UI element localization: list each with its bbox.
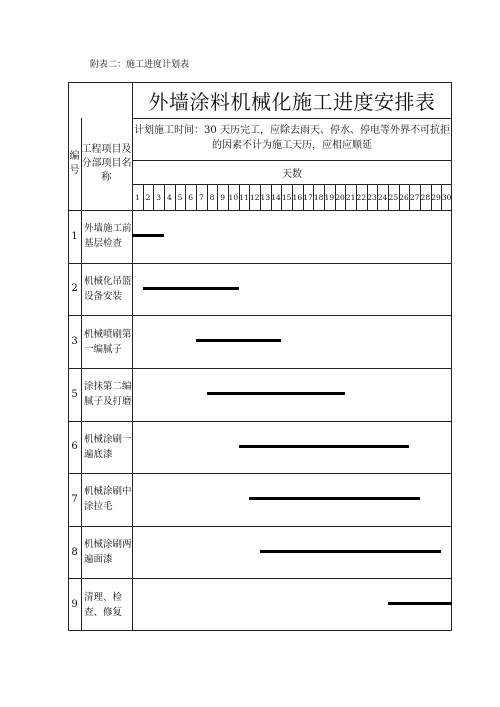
day-number: 11 xyxy=(239,192,249,202)
day-number: 14 xyxy=(271,192,281,202)
table-border-right xyxy=(451,82,452,631)
day-number: 21 xyxy=(345,192,356,202)
table-title: 外墙涂料机械化施工进度安排表 xyxy=(148,89,436,114)
plan-divider xyxy=(132,160,452,161)
day-number: 10 xyxy=(228,192,239,202)
day-number: 23 xyxy=(367,192,377,202)
task-duration-bar xyxy=(249,497,420,500)
item-column-header: 工程项目及分部项目名称 xyxy=(81,144,132,183)
day-number: 12 xyxy=(249,192,260,202)
day-number: 8 xyxy=(209,192,215,202)
item-column-divider xyxy=(132,82,133,631)
day-number: 18 xyxy=(313,192,324,202)
day-number: 24 xyxy=(377,192,388,202)
day-number: 25 xyxy=(388,192,399,202)
task-number: 2 xyxy=(71,283,78,295)
task-duration-bar xyxy=(260,550,441,553)
day-number: 22 xyxy=(356,192,367,202)
day-number: 27 xyxy=(409,192,420,202)
task-number: 6 xyxy=(71,441,78,453)
task-name: 机械喷刷第一编腻子 xyxy=(84,328,132,355)
day-number: 16 xyxy=(292,192,303,202)
task-number: 9 xyxy=(71,599,78,611)
schedule-table xyxy=(68,82,452,631)
table-caption: 附表二：施工进度计划表 xyxy=(90,60,190,70)
task-name: 外墙施工前基层检查 xyxy=(84,223,132,250)
number-column-header: 编号 xyxy=(69,151,80,176)
task-name: 机械涂刷一遍底漆 xyxy=(84,433,132,460)
day-number: 28 xyxy=(420,192,431,202)
day-number: 2 xyxy=(145,192,151,202)
plan-note xyxy=(132,118,452,160)
task-duration-bar xyxy=(207,392,346,395)
day-number: 29 xyxy=(431,192,441,202)
day-number: 19 xyxy=(324,192,335,202)
day-number: 13 xyxy=(260,192,271,202)
task-number: 5 xyxy=(71,388,78,400)
day-number: 17 xyxy=(303,192,313,202)
task-number: 3 xyxy=(71,336,78,348)
day-number: 30 xyxy=(441,192,452,202)
day-number: 6 xyxy=(188,192,194,202)
task-number: 7 xyxy=(71,493,78,505)
task-duration-bar xyxy=(388,602,452,605)
plan-note-line1: 计划施工时间：30 天历完工，应除去雨天、停水、停电等外界不可抗拒 xyxy=(134,125,450,136)
task-duration-bar xyxy=(239,445,410,448)
task-number: 1 xyxy=(71,230,78,242)
table-border-top xyxy=(68,82,452,83)
day-number: 26 xyxy=(399,192,409,202)
days-header: 天数 xyxy=(282,168,302,180)
title-divider xyxy=(132,118,452,119)
task-name: 机械涂刷中涂拉毛 xyxy=(84,486,132,513)
task-name: 涂抹第二编腻子及打磨 xyxy=(84,381,132,408)
task-name: 清理、检查、修复 xyxy=(84,591,123,618)
task-duration-bar xyxy=(196,339,281,342)
day-number: 4 xyxy=(166,192,172,202)
day-number: 5 xyxy=(177,192,183,202)
day-number: 20 xyxy=(335,192,345,202)
task-name: 机械化吊篮设备安装 xyxy=(84,275,132,302)
task-duration-bar xyxy=(132,234,164,237)
plan-note-line2: 的因素不计为施工天历，应相应顺延 xyxy=(212,140,372,151)
day-number: 1 xyxy=(134,192,140,202)
day-number: 15 xyxy=(281,192,292,202)
day-number: 9 xyxy=(220,192,226,202)
task-number: 8 xyxy=(71,546,78,558)
day-number: 7 xyxy=(198,192,204,202)
day-number: 3 xyxy=(156,192,162,202)
task-duration-bar xyxy=(143,287,239,290)
task-name: 机械涂刷两遍面漆 xyxy=(84,539,132,566)
